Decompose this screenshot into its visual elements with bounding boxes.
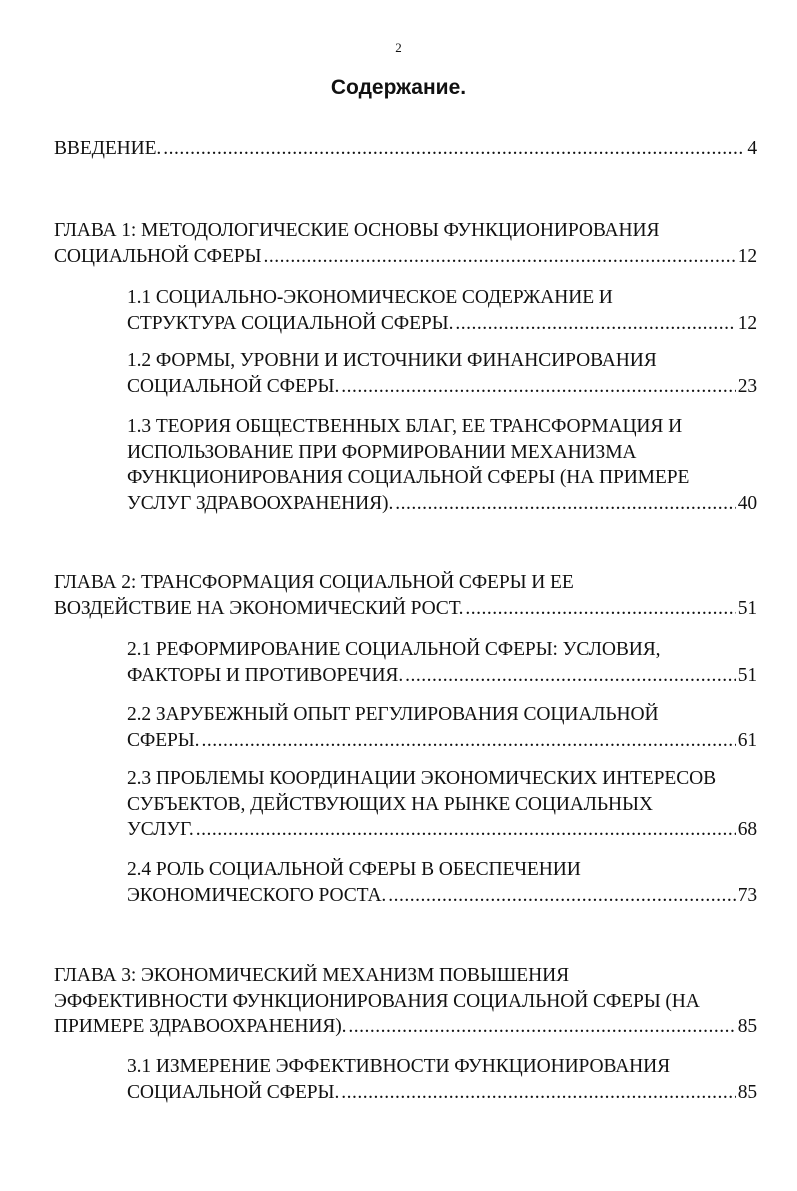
- toc-entry-title-line: 1.1 СОЦИАЛЬНО-ЭКОНОМИЧЕСКОЕ СОДЕРЖАНИЕ И: [127, 287, 613, 308]
- toc-entry-last-line: [127, 728, 757, 754]
- toc-entry-title-line: 1.3 ТЕОРИЯ ОБЩЕСТВЕННЫХ БЛАГ, ЕЕ ТРАНСФОРМАЦИЯ И: [127, 416, 683, 437]
- toc-entry-title-line: ГЛАВА 2: ТРАНСФОРМАЦИЯ СОЦИАЛЬНОЙ СФЕРЫ И ЕЕ: [54, 572, 574, 593]
- toc-leader-dots: [196, 817, 736, 843]
- toc-leader-dots: [163, 136, 745, 162]
- toc-page-number: 51: [737, 597, 757, 619]
- toc-entry-title: ПРИМЕРЕ ЗДРАВООХРАНЕНИЯ).: [54, 1016, 347, 1037]
- toc-entry-last-line: [54, 1014, 757, 1040]
- toc-entry-title-line: СУБЪЕКТОВ, ДЕЙСТВУЮЩИХ НА РЫНКЕ СОЦИАЛЬНЫХ: [127, 793, 653, 815]
- toc-entry-section-3-1[interactable]: [127, 1054, 757, 1105]
- toc-entry-title: СОЦИАЛЬНОЙ СФЕРЫ.: [127, 1081, 340, 1103]
- toc-page-number: 12: [737, 245, 757, 267]
- toc-entry-title-line: ГЛАВА 3: ЭКОНОМИЧЕСКИЙ МЕХАНИЗМ ПОВЫШЕНИЯ: [54, 965, 569, 986]
- toc-entry-introduction[interactable]: [54, 136, 757, 162]
- toc-entry-title: СТРУКТУРА СОЦИАЛЬНОЙ СФЕРЫ.: [127, 312, 454, 334]
- toc-entry-title-line: 1.2 ФОРМЫ, УРОВНИ И ИСТОЧНИКИ ФИНАНСИРОВАНИЯ: [127, 350, 657, 371]
- toc-entry-last-line: [54, 136, 757, 162]
- toc-entry-section-1-3[interactable]: [127, 414, 757, 516]
- toc-entry-title: УСЛУГ ЗДРАВООХРАНЕНИЯ).: [127, 492, 394, 514]
- toc-leader-dots: [388, 883, 735, 909]
- toc-page-number: 68: [737, 819, 757, 840]
- toc-entry-title: СФЕРЫ.: [127, 729, 200, 751]
- toc-entry-title: ЭКОНОМИЧЕСКОГО РОСТА.: [127, 884, 387, 906]
- toc-entry-title: СОЦИАЛЬНОЙ СФЕРЫ.: [127, 375, 340, 397]
- toc-entry-section-2-4[interactable]: [127, 857, 757, 908]
- toc-page-number: 12: [737, 312, 757, 334]
- toc-leader-dots: [465, 596, 735, 622]
- toc-leader-dots: [201, 728, 735, 754]
- toc-entry-last-line: [54, 596, 757, 622]
- toc-entry-title: УСЛУГ.: [127, 819, 194, 840]
- toc-entry-title-line: 2.1 РЕФОРМИРОВАНИЕ СОЦИАЛЬНОЙ СФЕРЫ: УСЛОВИЯ,: [127, 639, 661, 660]
- toc-leader-dots: [395, 491, 735, 517]
- toc-leader-dots: [348, 1014, 735, 1040]
- toc-leader-dots: [341, 1080, 735, 1106]
- toc-entry-chapter-2[interactable]: [54, 570, 757, 621]
- toc-entry-last-line: [127, 311, 757, 337]
- toc-entry-chapter-1[interactable]: [54, 218, 757, 269]
- toc-entry-section-2-3[interactable]: [127, 766, 757, 843]
- toc-entry-last-line: [127, 883, 757, 909]
- toc-entry-title: СОЦИАЛЬНОЙ СФЕРЫ: [54, 245, 262, 267]
- toc-entry-title-line: ЭФФЕКТИВНОСТИ ФУНКЦИОНИРОВАНИЯ СОЦИАЛЬНОЙ СФЕРЫ (НА: [54, 990, 700, 1012]
- toc-leader-dots: [263, 244, 735, 270]
- toc-entry-title-line: 2.2 ЗАРУБЕЖНЫЙ ОПЫТ РЕГУЛИРОВАНИЯ СОЦИАЛЬНОЙ: [127, 704, 659, 725]
- toc-leader-dots: [455, 311, 735, 337]
- toc-page-number: 4: [747, 138, 757, 159]
- toc-entry-chapter-3[interactable]: [54, 963, 757, 1040]
- toc-entry-title-line: 2.3 ПРОБЛЕМЫ КООРДИНАЦИИ ЭКОНОМИЧЕСКИХ ИНТЕРЕСОВ: [127, 768, 717, 789]
- toc-page-number: 85: [737, 1081, 757, 1103]
- toc-entry-title: ВОЗДЕЙСТВИЕ НА ЭКОНОМИЧЕСКИЙ РОСТ.: [54, 597, 464, 619]
- toc-entry-section-2-1[interactable]: [127, 637, 757, 688]
- toc-page-number: 73: [737, 884, 757, 906]
- page-number: 2: [395, 40, 402, 55]
- toc-entry-section-2-2[interactable]: [127, 702, 757, 753]
- toc-entry-title-line: ФУНКЦИОНИРОВАНИЯ СОЦИАЛЬНОЙ СФЕРЫ (НА ПРИМЕРЕ: [127, 467, 690, 488]
- toc-entry-last-line: [127, 663, 757, 689]
- toc-leader-dots: [341, 374, 735, 400]
- toc-entry-section-1-2[interactable]: [127, 348, 757, 399]
- toc-page-number: 61: [737, 729, 757, 751]
- toc-entry-last-line: [54, 244, 757, 270]
- toc-entry-title-line: ГЛАВА 1: МЕТОДОЛОГИЧЕСКИЕ ОСНОВЫ ФУНКЦИОНИРОВАНИЯ: [54, 220, 660, 241]
- toc-page-number: 40: [737, 492, 757, 514]
- toc-entry-title-line: 2.4 РОЛЬ СОЦИАЛЬНОЙ СФЕРЫ В ОБЕСПЕЧЕНИИ: [127, 859, 581, 880]
- toc-entry-last-line: [127, 817, 757, 843]
- toc-page-number: 51: [737, 664, 757, 686]
- toc-entry-title-line: 3.1 ИЗМЕРЕНИЕ ЭФФЕКТИВНОСТИ ФУНКЦИОНИРОВАНИЯ: [127, 1056, 671, 1077]
- toc-entry-last-line: [127, 1080, 757, 1106]
- toc-page-number: 85: [737, 1016, 757, 1037]
- toc-entry-last-line: [127, 374, 757, 400]
- toc-entry-title: ФАКТОРЫ И ПРОТИВОРЕЧИЯ.: [127, 664, 404, 686]
- toc-entry-title-line: ИСПОЛЬЗОВАНИЕ ПРИ ФОРМИРОВАНИИ МЕХАНИЗМА: [127, 441, 637, 463]
- page-title: Содержание.: [330, 76, 467, 99]
- toc-entry-title: ВВЕДЕНИЕ.: [54, 138, 162, 159]
- toc-entry-last-line: [127, 491, 757, 517]
- toc-entry-section-1-1[interactable]: [127, 285, 757, 336]
- toc-leader-dots: [405, 663, 736, 689]
- toc-page-number: 23: [737, 375, 757, 397]
